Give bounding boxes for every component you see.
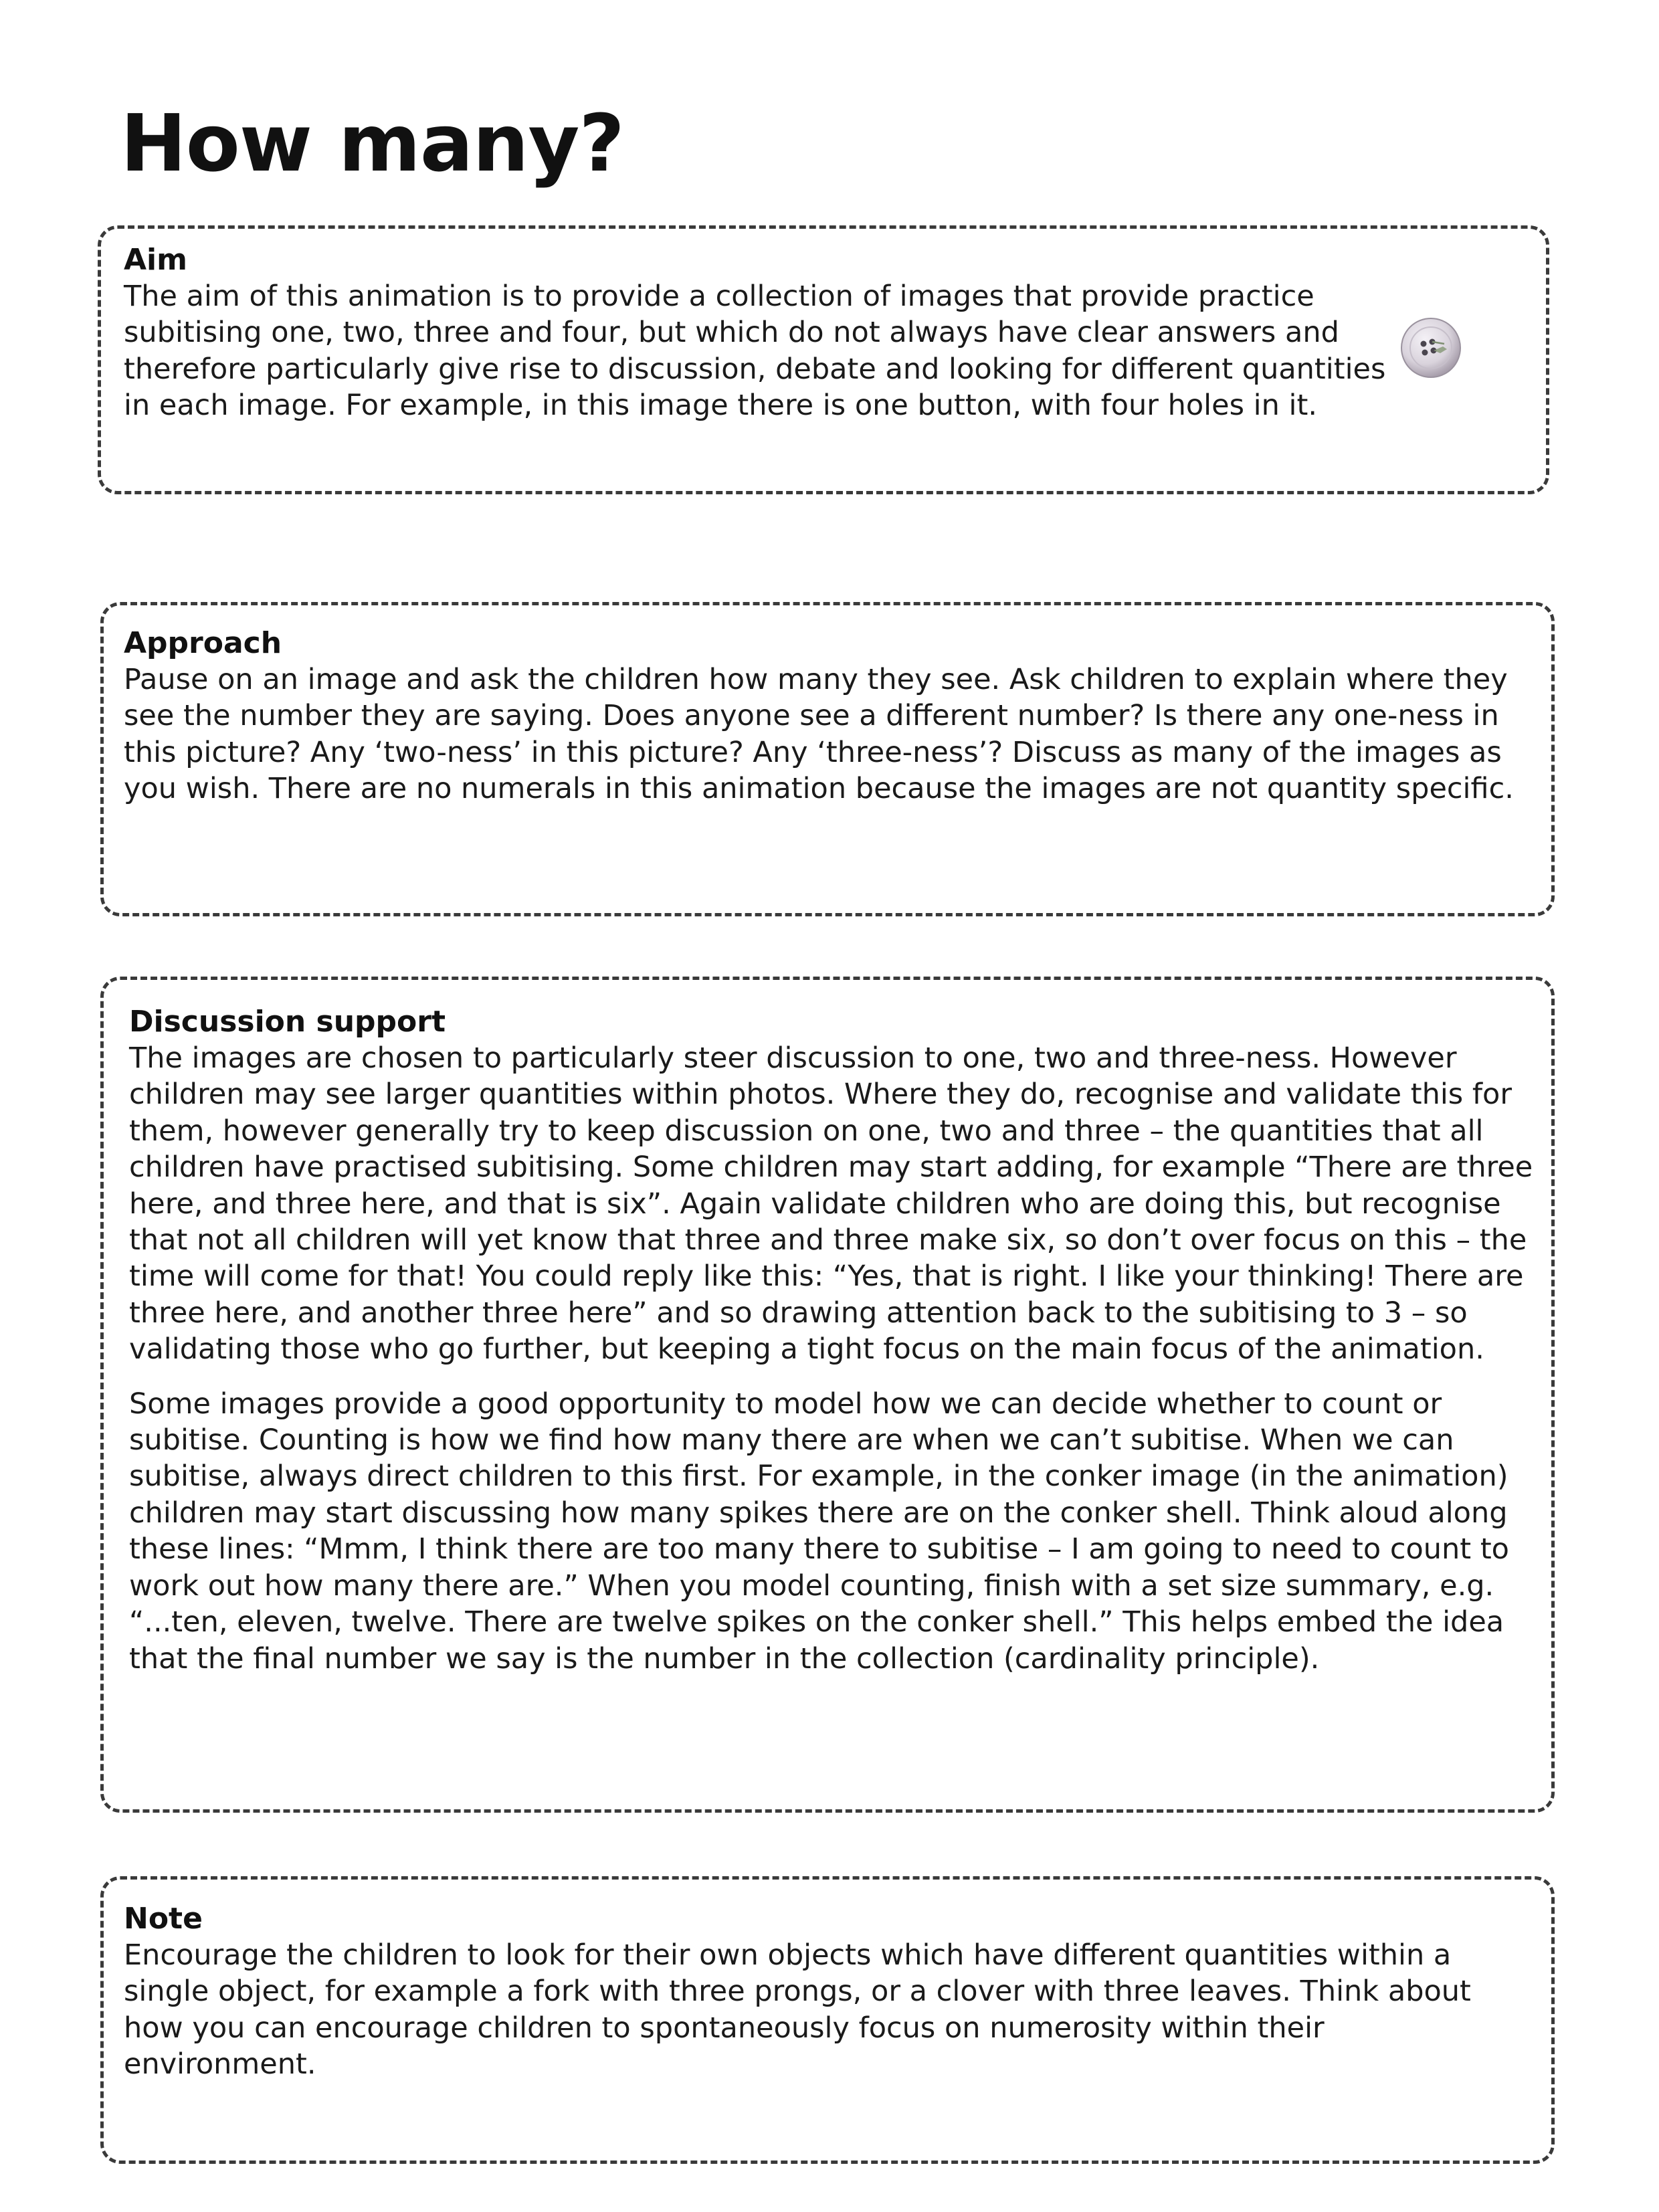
approach-section bbox=[100, 602, 1555, 916]
discussion-paragraph-1: The images are chosen to particularly steer discussion to one, two and three-ness. However children may see larger quantities within photos. Where they do, recognise and validate this for them, however generally try to keep discussion on one, two and three – the quantities that all children have practised subitising. Some children may start adding, for example “There are three here, and three here, and that is six”. Again validate children who are doing this, but recognise that not all children will yet know that three and three make six, so don’t over focus on this – the time will come for that! You could reply like this: “Yes, that is right. I like your thinking! There are three here, and another three here” and so drawing attention back to the subitising to 3 – so validating those who go further, but keeping a tight focus on the main focus of the animation. bbox=[129, 1041, 1533, 1367]
button-with-four-holes-icon bbox=[1400, 317, 1462, 379]
aim-text: The aim of this animation is to provide a collection of images that provide practice subitising one, two, three and four, but which do not always have clear answers and therefore particularly give rise to discussion, debate and looking for different quantities in each image. For example, in this image there is one button, with four holes in it. bbox=[124, 280, 1386, 423]
page-title: How many? bbox=[120, 97, 624, 189]
note-text: Encourage the children to look for their own objects which have different quantities within a single object, for example a fork with three prongs, or a clover with three leaves. Think about how you can encourage children to spontaneously focus on numerosity within their environment. bbox=[124, 1938, 1471, 2082]
discussion-support-heading: Discussion support bbox=[129, 1005, 446, 1039]
note-section bbox=[100, 1876, 1555, 2164]
aim-heading: Aim bbox=[124, 243, 187, 277]
note-heading: Note bbox=[124, 1902, 203, 1936]
discussion-support-section bbox=[100, 977, 1555, 1813]
discussion-paragraph-2: Some images provide a good opportunity to model how we can decide whether to count or subitise. Counting is how we find how many there are when we can’t subitise. When we can subitise, always direct children to this first. For example, in the conker image (in the animation) children may start discussing how many spikes there are on the conker shell. Think aloud along these lines: “Mmm, I think there are too many there to subitise – I am going to need to count to work out how many there are.” When you model counting, finish with a set size summary, e.g. “...ten, eleven, twelve. There are twelve spikes on the conker shell.” This helps embed the idea that the final number we say is the number in the collection (cardinality principle). bbox=[129, 1387, 1509, 1676]
approach-text: Pause on an image and ask the children how many they see. Ask children to explain where they see the number they are saying. Does anyone see a different number? Is there any one-ness in this picture? Any ‘two-ness’ in this picture? Any ‘three-ness’? Discuss as many of the images as you wish. There are no numerals in this animation because the images are not quantity specific. bbox=[124, 663, 1514, 806]
aim-section bbox=[98, 225, 1549, 494]
approach-heading: Approach bbox=[124, 626, 282, 660]
